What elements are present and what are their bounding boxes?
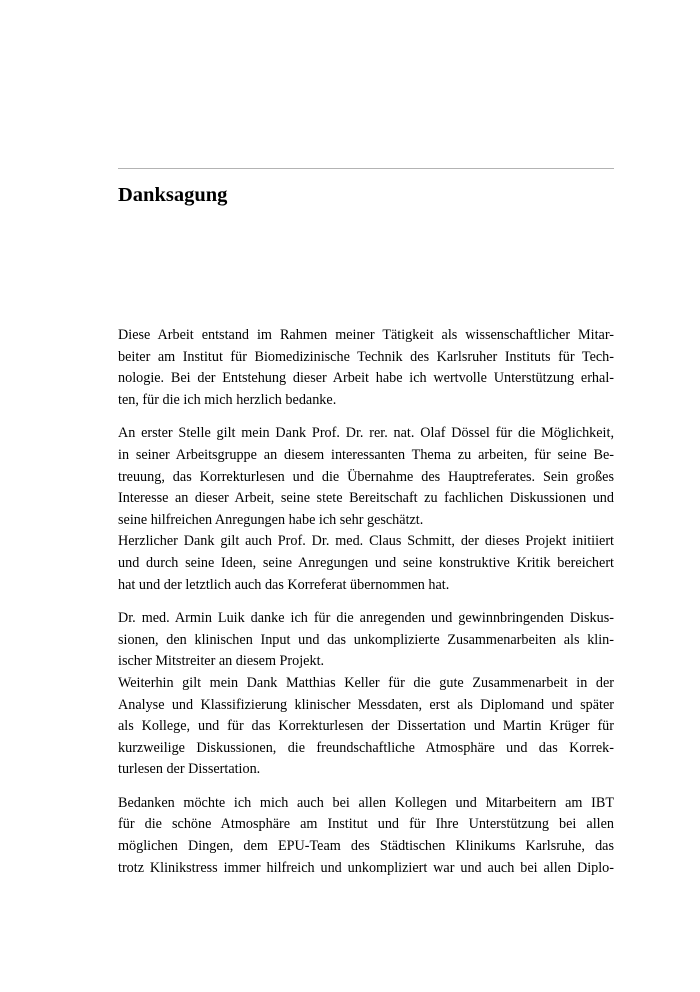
chapter-title: Danksagung (118, 184, 228, 206)
text-line: ischer Mitstreiter an diesem Projekt. (118, 653, 325, 670)
text-line: Analyse und Klassifizierung klinischer Messdaten, erst als Diplomand und später (118, 696, 614, 713)
text-line: hat und der letztlich auch das Korreferat übernommen hat. (118, 576, 450, 593)
text-line: Diese Arbeit entstand im Rahmen meiner Tätigkeit als wissenschaftlicher Mitar- (118, 327, 614, 343)
text-line: und durch seine Ideen, seine Anregungen und seine konstruktive Kritik bereichert (118, 554, 614, 571)
paragraph-gap (118, 781, 614, 793)
text-line: Interesse an dieser Arbeit, seine stete Bereitschaft zu fachlichen Diskussionen und (118, 490, 614, 507)
text-line: beiter am Institut für Biomedizinische Technik des Karlsruher Instituts für Tech- (118, 348, 614, 365)
paragraph-gap (118, 411, 614, 423)
paragraph-4 (118, 793, 614, 879)
text-line: Weiterhin gilt mein Dank Matthias Keller für die gute Zusammenarbeit in der (118, 674, 614, 691)
text-line: An erster Stelle gilt mein Dank Prof. Dr. rer. nat. Olaf Dössel für die Möglichkeit, (118, 425, 614, 442)
text-line: turlesen der Dissertation. (118, 761, 261, 778)
text-line: kurzweilige Diskussionen, die freundschaftliche Atmosphäre und das Korrek- (118, 739, 614, 756)
acknowledgements-text (118, 325, 614, 879)
text-line: trotz Klinikstress immer hilfreich und unkompliziert war und auch bei allen Diplo- (118, 859, 614, 876)
paragraph-1 (118, 325, 614, 411)
paragraph-3 (118, 608, 614, 781)
text-line: für die schöne Atmosphäre am Institut und für Ihre Unterstützung bei allen (118, 816, 614, 833)
text-line: in seiner Arbeitsgruppe an diesem interessanten Thema zu arbeiten, für seine Be- (118, 446, 614, 463)
text-line: als Kollege, und für das Korrekturlesen der Dissertation und Martin Krüger für (118, 718, 614, 735)
text-line: nologie. Bei der Entstehung dieser Arbeit habe ich wertvolle Unterstützung erhal- (118, 370, 614, 387)
paragraph-gap (118, 596, 614, 608)
chapter-rule (118, 168, 614, 169)
text-line: seine hilfreichen Anregungen habe ich sehr geschätzt. (118, 511, 424, 528)
text-line: sionen, den klinischen Input und das unkomplizierte Zusammenarbeiten als klin- (118, 631, 614, 648)
text-line: Herzlicher Dank gilt auch Prof. Dr. med. Claus Schmitt, der dieses Projekt initiiert (118, 533, 614, 550)
text-line: Bedanken möchte ich mich auch bei allen Kollegen und Mitarbeitern am IBT (118, 794, 614, 811)
text-line: treuung, das Korrekturlesen und die Übernahme des Hauptreferates. Sein großes (118, 468, 614, 485)
text-line: möglichen Dingen, dem EPU-Team des Städtischen Klinikums Karlsruhe, das (118, 838, 614, 855)
paragraph-2 (118, 423, 614, 596)
text-line: Dr. med. Armin Luik danke ich für die anregenden und gewinnbringenden Diskus- (118, 610, 614, 627)
text-line: ten, für die ich mich herzlich bedanke. (118, 391, 337, 408)
